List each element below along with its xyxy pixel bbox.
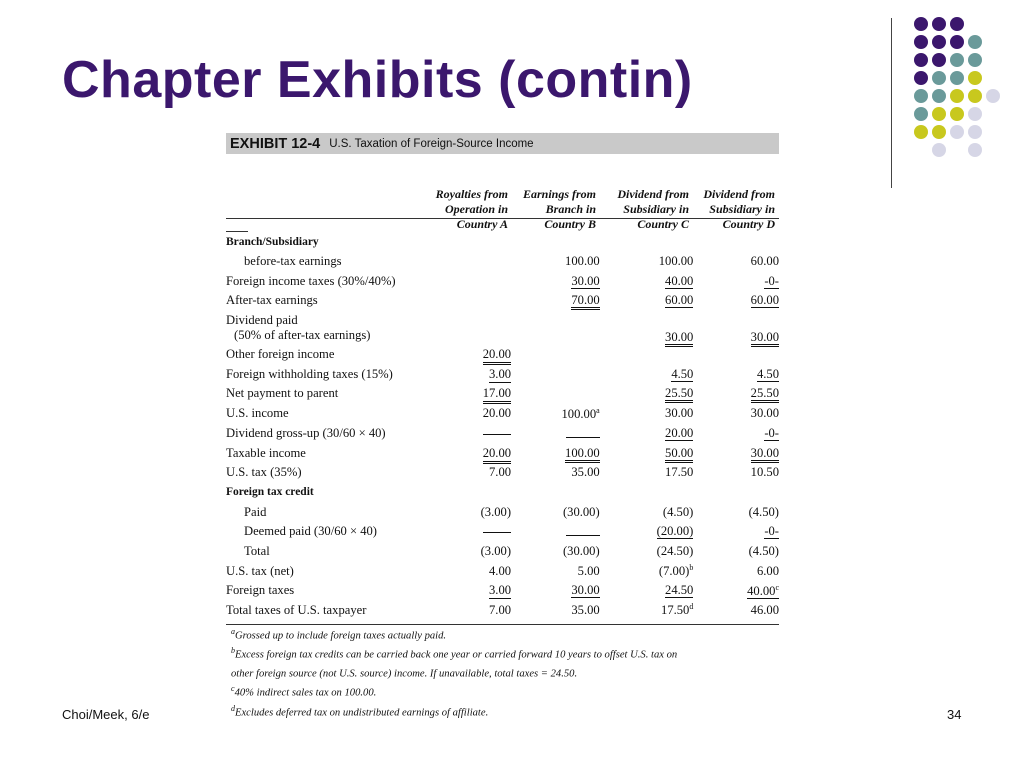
cell-country-a: (3.00) [480,504,512,519]
cell-country-c: 25.50 [665,386,693,403]
row-label: Net payment to parent 17.00 [226,384,511,404]
section-row [226,483,779,503]
blank-underline [483,434,511,435]
decor-dot [968,53,982,67]
cell-country-a: 3.00 [489,366,512,381]
column-headers [226,154,779,231]
table-row [226,404,779,424]
row-label: Dividend paid (50% of after-tax earnings) [226,312,371,342]
table-row [226,291,779,311]
cell-country-d: 40.00$^c$ [747,582,779,598]
row-label: Other foreign income 20.00 [226,345,511,365]
cell-country-a: (3.00) [480,543,512,558]
cell-country-d: -0- [764,524,779,539]
section-row [226,232,779,252]
table-row [226,522,779,542]
cell-country-b: 30.00 [571,583,600,598]
footnote-b: $^b$Excess foreign tax credits can be carried back one year or carried forward 10 years to offset U.S. tax on [231,646,678,661]
slide-title: Chapter Exhibits (contin) [62,51,693,109]
cell-country-c: 17.50$^d$ [661,602,694,618]
footnote-d: $^d$Excludes deferred tax on undistributed earnings of affiliate. [231,703,489,719]
table-row [226,252,779,272]
cell-country-c: (24.50) [656,543,694,558]
cell-country-d: 30.00 [751,330,779,347]
section-label: Branch/Subsidiary [226,235,319,248]
decor-dot [968,71,982,85]
cell-country-b: (30.00) [562,543,600,558]
column-header-country-d: Dividend from Subsidiary in Country D [703,187,775,231]
taxation-table [226,232,779,620]
row-label: Foreign withholding taxes (15%) 3.00 [226,366,512,381]
table-row [226,443,779,463]
cell-country-b: (30.00) [562,504,600,519]
footer-citation: Choi/Meek, 6/e [62,707,150,722]
decor-dot [950,125,964,139]
table-row [226,502,779,522]
exhibit-number: EXHIBIT 12-4 [230,135,321,152]
table-row [226,561,779,581]
row-label: Total taxes of U.S. taxpayer 7.00 [226,603,512,618]
cell-country-c: 100.00 [658,254,694,269]
decor-dot [932,125,946,139]
decor-dot [914,53,928,67]
cell-country-d: 4.50 [756,366,779,381]
exhibit-description: U.S. Taxation of Foreign-Source Income [329,137,534,150]
decor-dot [914,89,928,103]
cell-country-a: 17.00 [483,386,511,404]
cell-country-d: -0- [764,425,779,440]
row-label: Deemed paid (30/60 × 40) [226,522,511,542]
row-label: before-tax earnings [244,254,342,269]
decor-dot [968,107,982,121]
row-label: U.S. income 20.00 [226,406,512,421]
exhibit-figure [226,133,779,721]
decor-dot [932,143,946,157]
decor-dot [968,89,982,103]
cell-country-d: 25.50 [751,386,779,403]
cell-country-c: 40.00 [665,273,694,288]
exhibit-header-bar [226,133,779,154]
decor-dot [932,89,946,103]
row-label: Foreign income taxes (30%/40%) [226,273,396,288]
row-label: Taxable income 20.00 [226,443,511,463]
cell-country-d: (4.50) [748,504,779,519]
decor-dot [968,125,982,139]
blank-underline [566,523,600,536]
cell-country-b: 100.00 [565,254,600,269]
cell-country-c: 20.00 [665,425,694,440]
title-divider-line [891,18,892,188]
decor-dot [950,71,964,85]
decor-dot [932,107,946,121]
decor-dot [932,17,946,31]
page-number: 34 [947,707,962,722]
cell-country-d: 6.00 [756,563,779,578]
table-row [226,311,779,345]
cell-country-a: 20.00 [483,347,511,365]
cell-country-a: 3.00 [489,583,512,598]
column-header-country-a: Royalties from Operation in Country A [435,187,508,231]
decor-dot [950,53,964,67]
decor-dot [968,35,982,49]
column-header-country-b: Earnings from Branch in Country B [522,187,596,231]
decor-dot [932,71,946,85]
cell-country-d: 30.00 [750,406,779,421]
row-label: Dividend gross-up (30/60 × 40) [226,424,511,444]
row-label: Foreign taxes 3.00 [226,583,512,598]
cell-country-c: 60.00 [665,293,694,308]
decor-dot [950,89,964,103]
cell-country-d: 30.00 [751,446,779,463]
decor-dot [914,125,928,139]
table-row [226,601,779,621]
cell-country-c: 30.00 [665,406,694,421]
column-header-country-c: Dividend from Subsidiary in Country C [617,187,689,231]
table-row [226,463,779,483]
row-label: Total (3.00) [244,543,512,558]
row-label: U.S. tax (35%) 7.00 [226,465,512,480]
decor-dot [914,35,928,49]
table-row [226,581,779,601]
cell-country-a: 7.00 [489,603,512,618]
decor-dot [932,53,946,67]
cell-country-b: 5.00 [577,563,600,578]
row-label: Paid (3.00) [244,504,512,519]
cell-country-c: 24.50 [665,583,694,598]
cell-country-d: -0- [764,273,779,288]
table-row [226,271,779,291]
row-label: U.S. tax (net) 4.00 [226,563,512,578]
decor-dot [950,17,964,31]
cell-country-b: 35.00 [571,465,600,480]
decor-dot [950,107,964,121]
decor-dot [986,89,1000,103]
cell-country-b: 35.00 [571,603,600,618]
cell-country-a: 7.00 [489,465,512,480]
cell-country-c: (20.00) [656,524,694,539]
table-row [226,424,779,444]
cell-country-b: 30.00 [571,273,600,288]
cell-country-d: 60.00 [750,293,779,308]
section-label: Foreign tax credit [226,486,314,499]
footnote-b-continued: other foreign source (not U.S. source) income. If unavailable, total taxes = 24.50. [231,668,578,680]
cell-country-d: 60.00 [750,254,779,269]
footnote-a: $^a$Grossed up to include foreign taxes actually paid. [231,627,447,642]
cell-country-b: 100.00 [565,446,600,463]
table-row [226,345,779,365]
blank-underline [483,532,511,533]
cell-country-b: 70.00 [571,293,599,310]
blank-underline [566,425,600,438]
decor-dot [932,35,946,49]
decor-dot [968,143,982,157]
cell-country-c: $(7.00)^b$ [658,563,694,579]
row-label: After-tax earnings [226,293,318,308]
cell-country-a: 20.00 [483,446,511,464]
table-row [226,364,779,384]
cell-country-a: 20.00 [482,406,512,421]
cell-country-d: 10.50 [750,465,779,480]
cell-country-c: (4.50) [662,504,694,519]
cell-country-d: 46.00 [750,603,779,618]
cell-country-a: 4.00 [489,563,512,578]
cell-country-c: 4.50 [671,366,694,381]
decor-dot [914,71,928,85]
cell-country-b: 100.00$^a$ [561,405,600,421]
cell-country-d: (4.50) [748,543,779,558]
cell-country-c: 17.50 [665,465,694,480]
cell-country-c: 30.00 [665,330,693,347]
table-row [226,384,779,404]
decor-dot [950,35,964,49]
decor-dot [914,17,928,31]
decor-dot [914,107,928,121]
table-row [226,542,779,562]
cell-country-c: 50.00 [665,446,693,463]
footnote-c: $^c$40% indirect sales tax on 100.00. [231,684,377,699]
